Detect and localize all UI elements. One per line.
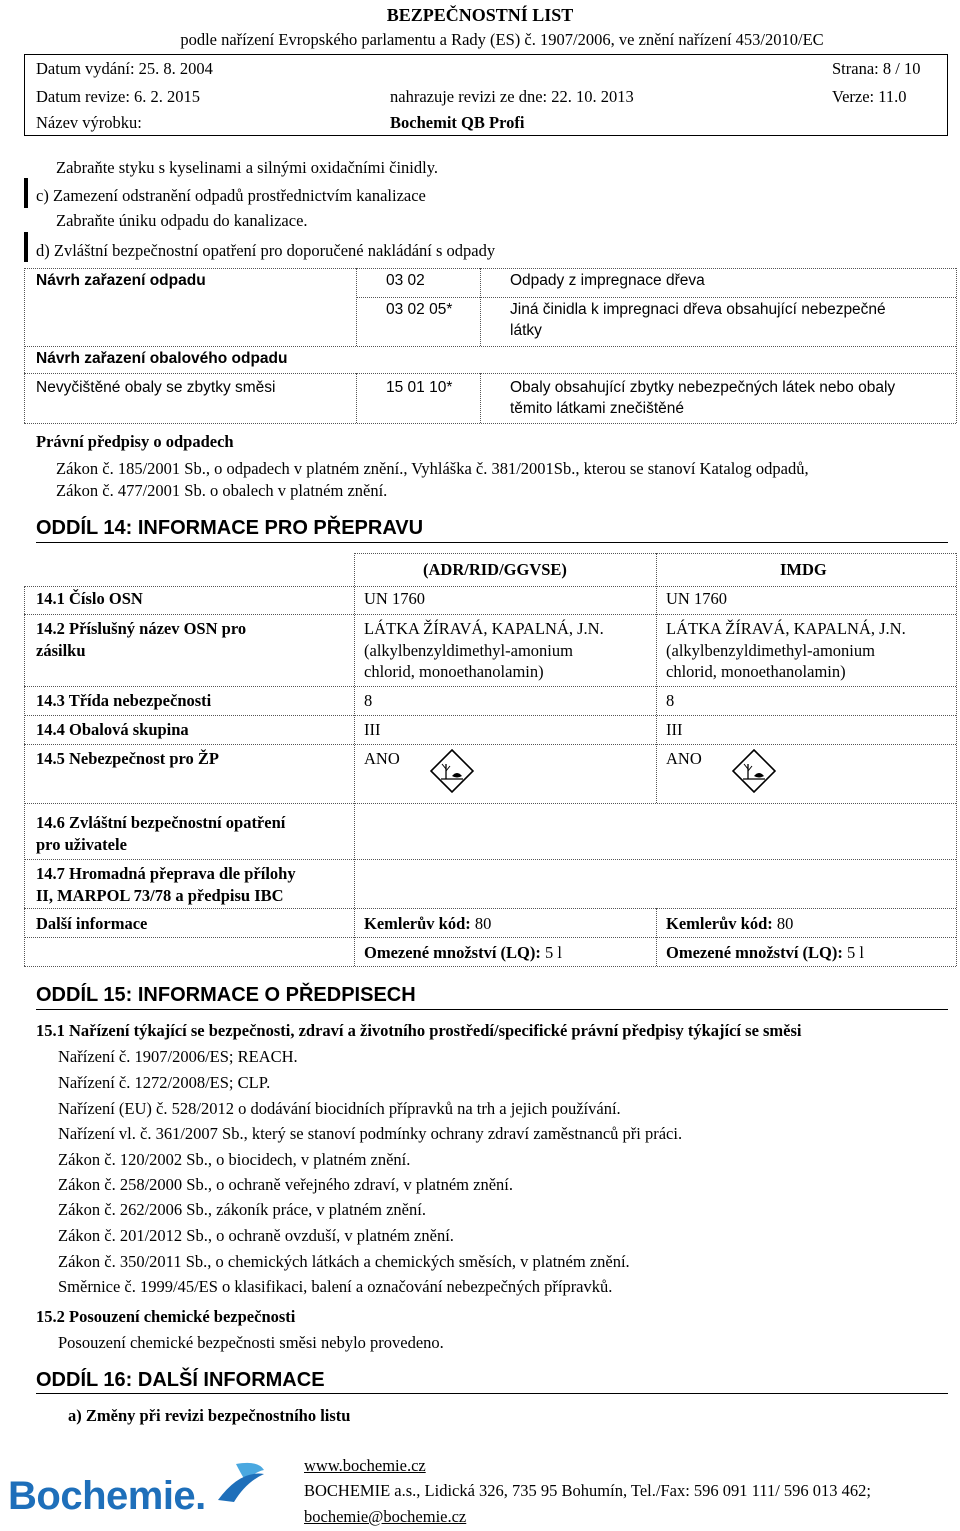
replaces-revision: nahrazuje revizi ze dne: 22. 10. 2013 xyxy=(390,87,634,106)
section-15-rule xyxy=(36,1009,948,1010)
waste-desc-2: Jiná činidla k impregnaci dřeva obsahující nebezpečné xyxy=(510,301,886,318)
waste-code-1: 03 02 xyxy=(386,272,425,289)
environment-hazard-icon xyxy=(430,749,474,793)
subsection-c-text: Zabraňte úniku odpadu do kanalizace. xyxy=(56,211,308,230)
product-name: Bochemit QB Profi xyxy=(390,113,525,132)
packaging-desc-cont: těmito látkami znečištěné xyxy=(510,400,685,417)
company-address: BOCHEMIE a.s., Lidická 326, 735 95 Bohumín, Tel./Fax: 596 091 111/ 596 013 462; xyxy=(304,1481,872,1500)
kemler-label: Kemlerův kód: xyxy=(666,914,773,933)
kemler-imdg xyxy=(666,914,793,934)
row-14-2-label-cont: zásilku xyxy=(36,641,86,660)
lq-label: Omezené množství (LQ): xyxy=(364,943,541,962)
kemler-adr xyxy=(364,914,491,934)
row-14-5-imdg: ANO xyxy=(666,749,702,768)
kemler-label: Kemlerův kód: xyxy=(364,914,471,933)
section-15-1-title: 15.1 Nařízení týkající se bezpečnosti, zdraví a životního prostředí/specifické právní předpisy týkající se směsi xyxy=(36,1021,802,1040)
revision-bar xyxy=(24,232,28,262)
kemler-value: 80 xyxy=(776,914,794,933)
section-15-title: ODDÍL 15: INFORMACE O PŘEDPISECH xyxy=(36,984,416,1006)
kemler-value: 80 xyxy=(474,914,492,933)
subsection-d-title: d) Zvláštní bezpečnostní opatření pro doporučené nakládání s odpady xyxy=(36,241,496,260)
waste-desc-2-cont: látky xyxy=(510,322,542,339)
section-14-rule xyxy=(36,542,948,543)
page-number: Strana: 8 / 10 xyxy=(832,59,921,78)
issue-date: Datum vydání: 25. 8. 2004 xyxy=(36,59,213,78)
row-14-3-adr: 8 xyxy=(364,691,373,710)
row-14-2-adr-l3: chlorid, monoethanolamin) xyxy=(364,662,544,681)
section-14-title: ODDÍL 14: INFORMACE PRO PŘEPRAVU xyxy=(36,517,424,539)
product-label: Název výrobku: xyxy=(36,113,142,132)
environment-hazard-icon xyxy=(732,749,776,793)
row-14-4-label: 14.4 Obalová skupina xyxy=(36,720,189,739)
row-14-4-imdg: III xyxy=(666,720,683,739)
company-logo xyxy=(8,1460,268,1526)
packaging-label: Návrh zařazení obalového odpadu xyxy=(36,350,288,367)
revision-date: Datum revize: 6. 2. 2015 xyxy=(36,87,201,106)
regulation-item: Zákon č. 120/2002 Sb., o biocidech, v platném znění. xyxy=(58,1150,411,1169)
section-16-rule xyxy=(36,1393,948,1394)
waste-label: Návrh zařazení odpadu xyxy=(36,272,206,289)
row-14-4-adr: III xyxy=(364,720,381,739)
legal-title: Právní předpisy o odpadech xyxy=(36,432,234,451)
waste-code-2: 03 02 05* xyxy=(386,301,453,318)
row-14-7-label-cont: II, MARPOL 73/78 a předpisu IBC xyxy=(36,886,284,905)
legal-line-2: Zákon č. 477/2001 Sb. o obalech v platném znění. xyxy=(56,481,388,500)
packaging-code: 15 01 10* xyxy=(386,379,453,396)
further-info-label: Další informace xyxy=(36,914,148,933)
email-link[interactable]: bochemie@bochemie.cz xyxy=(304,1507,467,1526)
row-14-1-label: 14.1 Číslo OSN xyxy=(36,589,143,608)
regulation-item: Zákon č. 350/2011 Sb., o chemických látkách a chemických směsích, v platném znění. xyxy=(58,1252,630,1271)
logo-wordmark: Bochemie. xyxy=(8,1474,206,1518)
legal-line-1: Zákon č. 185/2001 Sb., o odpadech v platném znění., Vyhláška č. 381/2001Sb., kterou se stanoví Katalog odpadů, xyxy=(56,459,809,478)
section-15-2-title: 15.2 Posouzení chemické bezpečnosti xyxy=(36,1307,296,1326)
row-14-2-imdg-l3: chlorid, monoethanolamin) xyxy=(666,662,846,681)
regulation-item: Zákon č. 258/2000 Sb., o ochraně veřejného zdraví, v platném znění. xyxy=(58,1175,513,1194)
regulation-item: Nařízení č. 1272/2008/ES; CLP. xyxy=(58,1073,271,1092)
row-14-5-label: 14.5 Nebezpečnost pro ŽP xyxy=(36,749,220,768)
row-14-7-label: 14.7 Hromadná přeprava dle přílohy xyxy=(36,864,296,883)
lq-adr xyxy=(364,943,562,963)
row-14-1-adr: UN 1760 xyxy=(364,589,425,608)
acid-note: Zabraňte styku s kyselinami a silnými oxidačními činidly. xyxy=(56,158,439,177)
regulation-item: Zákon č. 262/2006 Sb., zákoník práce, v platném znění. xyxy=(58,1200,426,1219)
subsection-c-title: c) Zamezení odstranění odpadů prostřednictvím kanalizace xyxy=(36,186,426,205)
row-14-2-imdg: LÁTKA ŽÍRAVÁ, KAPALNÁ, J.N. xyxy=(666,619,906,638)
regulation-item: Nařízení (EU) č. 528/2012 o dodávání biocidních přípravků na trh a jejich používání. xyxy=(58,1099,621,1118)
version: Verze: 11.0 xyxy=(832,87,907,106)
lq-label: Omezené množství (LQ): xyxy=(666,943,843,962)
section-16-title: ODDÍL 16: DALŠÍ INFORMACE xyxy=(36,1369,325,1391)
column-adr: (ADR/RID/GGVSE) xyxy=(423,560,567,579)
row-14-6-label-cont: pro uživatele xyxy=(36,835,127,854)
regulation-item: Nařízení vl. č. 361/2007 Sb., který se stanoví podmínky ochrany zdraví zaměstnanců při práci. xyxy=(58,1124,683,1143)
row-14-3-label: 14.3 Třída nebezpečnosti xyxy=(36,691,212,710)
row-14-2-adr: LÁTKA ŽÍRAVÁ, KAPALNÁ, J.N. xyxy=(364,619,604,638)
row-14-2-label: 14.2 Příslušný název OSN pro xyxy=(36,619,247,638)
column-imdg: IMDG xyxy=(780,560,827,579)
waste-desc-1: Odpady z impregnace dřeva xyxy=(510,272,705,289)
packaging-desc: Obaly obsahující zbytky nebezpečných látek nebo obaly xyxy=(510,379,896,396)
revision-bar xyxy=(24,178,28,208)
row-14-6-label: 14.6 Zvláštní bezpečnostní opatření xyxy=(36,813,286,832)
row-14-3-imdg: 8 xyxy=(666,691,675,710)
document-title: BEZPEČNOSTNÍ LIST xyxy=(386,5,574,25)
regulation-subtitle: podle nařízení Evropského parlamentu a Rady (ES) č. 1907/2006, ve znění nařízení 453/2010/EC xyxy=(180,30,824,49)
lq-value: 5 l xyxy=(847,943,864,962)
row-14-2-adr-l2: (alkylbenzyldimethyl-amonium xyxy=(364,641,573,660)
section-15-2-text: Posouzení chemické bezpečnosti směsi nebylo provedeno. xyxy=(58,1333,444,1352)
lq-value: 5 l xyxy=(545,943,562,962)
regulation-item: Nařízení č. 1907/2006/ES; REACH. xyxy=(58,1047,298,1066)
row-14-5-adr: ANO xyxy=(364,749,400,768)
packaging-item: Nevyčištěné obaly se zbytky směsi xyxy=(36,379,276,396)
section-16-a-title: a) Změny při revizi bezpečnostního listu xyxy=(68,1406,351,1425)
website-link[interactable]: www.bochemie.cz xyxy=(304,1456,426,1475)
regulation-item: Směrnice č. 1999/45/ES o klasifikaci, balení a označování nebezpečných přípravků. xyxy=(58,1277,613,1296)
regulation-item: Zákon č. 201/2012 Sb., o ochraně ovzduší, v platném znění. xyxy=(58,1226,454,1245)
row-14-2-imdg-l2: (alkylbenzyldimethyl-amonium xyxy=(666,641,875,660)
lq-imdg xyxy=(666,943,864,963)
row-14-1-imdg: UN 1760 xyxy=(666,589,727,608)
